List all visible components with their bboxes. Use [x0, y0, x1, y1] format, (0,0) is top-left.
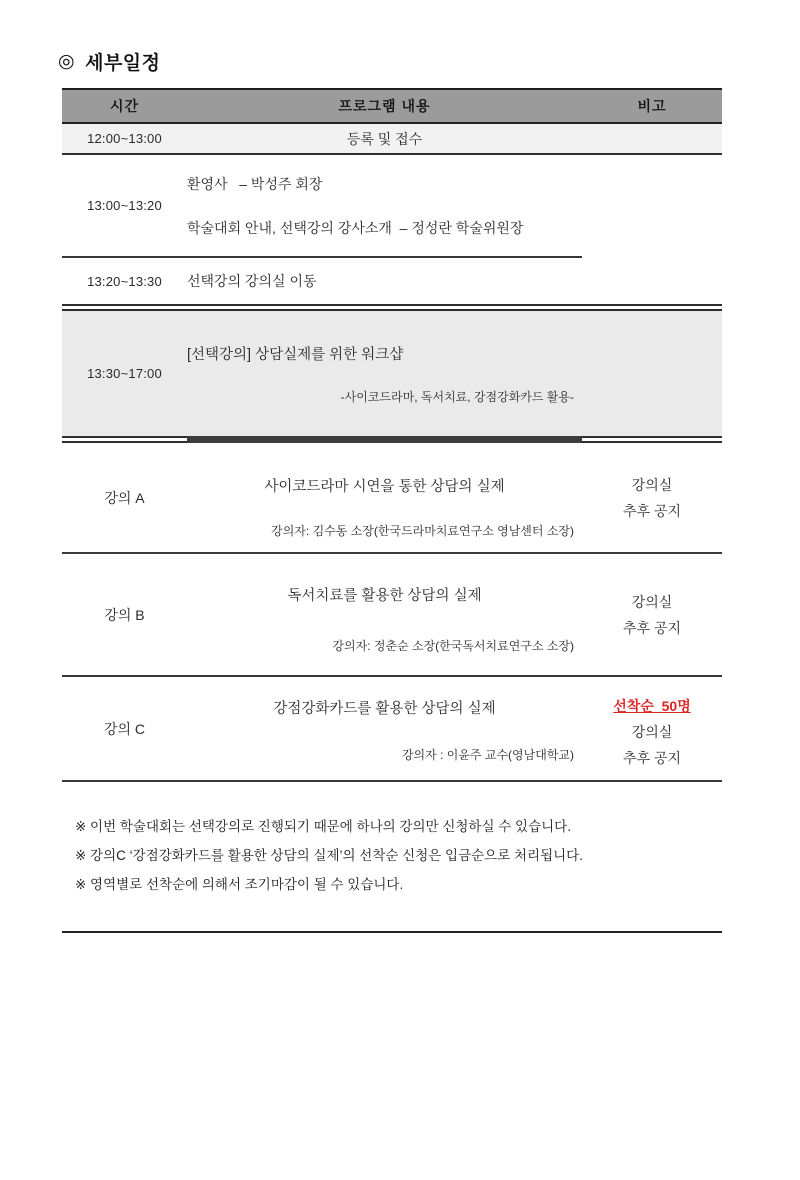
- header-note: 비고: [637, 98, 667, 114]
- schedule-table: [62, 88, 722, 933]
- header-program: 프로그램 내용: [338, 98, 431, 114]
- workshop-bottom-rule-right: [582, 436, 722, 443]
- lecture-c-room: 강의실: [631, 724, 673, 740]
- table-bottom-rule: [62, 931, 722, 933]
- row-lecture-c: [62, 677, 722, 782]
- footnote-3: ※ 영역별로 선착순에 의해서 조기마감이 될 수 있습니다.: [75, 877, 404, 892]
- lecture-a-room: 강의실: [631, 476, 673, 493]
- header-time: 시간: [109, 98, 140, 114]
- row-move: [62, 258, 722, 304]
- double-rule-top: [62, 304, 722, 311]
- lecture-b-label: 강의 B: [104, 606, 145, 623]
- lecture-b-lecturer: 강의자: 정춘순 소장(한국독서치료연구소 소장): [332, 639, 574, 653]
- welcome-program: [187, 155, 582, 258]
- move-time: 13:20~13:30: [87, 273, 162, 289]
- lecture-a-note: [582, 443, 722, 552]
- lecture-a-notice: 추후 공지: [623, 502, 681, 519]
- registration-time: 12:00~13:00: [87, 131, 162, 146]
- lecture-c-program: [187, 677, 582, 780]
- workshop-title: [선택강의] 상담실제를 위한 워크샵: [187, 347, 404, 363]
- move-program: 선택강의 강의실 이동: [187, 273, 317, 289]
- row-lecture-a: [62, 443, 722, 554]
- page-title: [58, 48, 800, 75]
- workshop-program: [187, 311, 582, 436]
- workshop-bottom-rule-left: [62, 436, 187, 443]
- footnote-2: ※ 강의C ‘강점강화카드를 활용한 상담의 실제’의 선착순 신청은 입금순으로 처리됩니다.: [75, 848, 583, 863]
- row-welcome: [62, 155, 722, 258]
- lecture-c-title: 강점강화카드를 활용한 상담의 실제: [273, 701, 496, 717]
- welcome-time: 13:00~13:20: [62, 155, 187, 258]
- lecture-a-lecturer: 강의자: 김수동 소장(한국드라마치료연구소 영남센터 소장): [271, 524, 574, 538]
- table-header-row: [62, 88, 722, 124]
- lecture-a-program: [187, 443, 582, 552]
- lecture-b-notice: 추후 공지: [623, 619, 681, 636]
- workshop-subtitle: -사이코드라마, 독서치료, 강점강화카드 활용-: [340, 390, 574, 404]
- welcome-line2: 학술대회 안내, 선택강의 강사소개 – 정성란 학술위원장: [187, 219, 524, 236]
- page-title-text: 세부일정: [85, 53, 161, 74]
- lecture-a-title: 사이코드라마 시연을 통한 상담의 실제: [264, 479, 505, 495]
- lecture-b-room: 강의실: [631, 593, 673, 610]
- welcome-note: [582, 155, 722, 258]
- workshop-bottom-rule-thick: [187, 436, 582, 443]
- lecture-c-lecturer: 강의자 : 이윤주 교수(영남대학교): [401, 748, 574, 762]
- workshop-note: [582, 311, 722, 436]
- row-lecture-b: [62, 554, 722, 677]
- lecture-c-note: [582, 677, 722, 780]
- registration-program: 등록 및 접수: [346, 130, 423, 147]
- lecture-b-program: [187, 554, 582, 675]
- welcome-line1: 환영사 – 박성주 회장: [187, 175, 323, 192]
- lecture-c-notice: 추후 공지: [623, 750, 681, 766]
- row-workshop: [62, 311, 722, 436]
- lecture-b-title: 독서치료를 활용한 상담의 실제: [287, 588, 482, 604]
- lecture-c-capacity-highlight: 선착순 50명: [613, 698, 691, 714]
- lecture-b-note: [582, 554, 722, 675]
- lecture-c-label: 강의 C: [103, 720, 146, 737]
- footnote-1: ※ 이번 학술대회는 선택강의로 진행되기 때문에 하나의 강의만 신청하실 수 있습니다.: [75, 819, 571, 834]
- workshop-time: 13:30~17:00: [87, 366, 162, 381]
- lecture-a-label: 강의 A: [104, 489, 145, 506]
- double-circle-icon: ◎: [58, 51, 76, 72]
- workshop-bottom-rule: [62, 436, 722, 443]
- row-registration: [62, 124, 722, 155]
- footnotes: [62, 782, 722, 899]
